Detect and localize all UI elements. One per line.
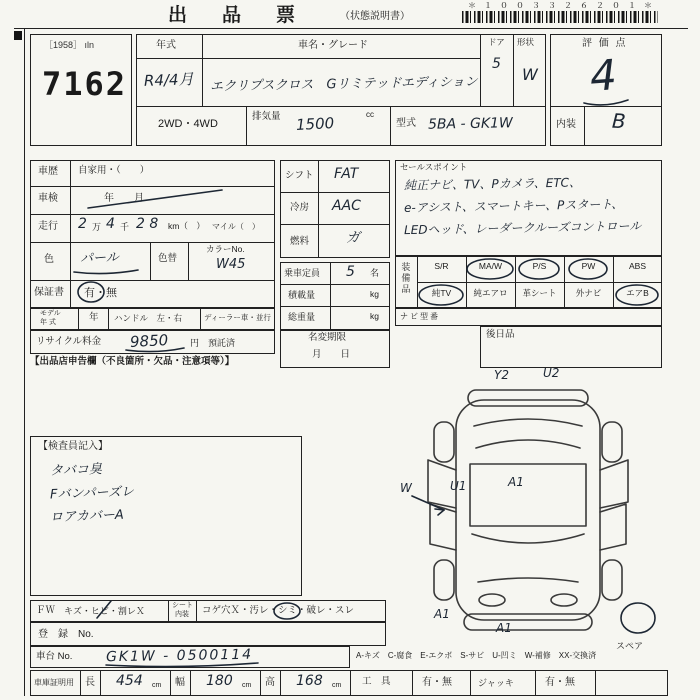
- equipment-item: S/R: [434, 261, 449, 271]
- equipment-item: 外ナビ: [575, 288, 602, 298]
- fw-text: キズ・ヒビ・割レＸ: [64, 606, 145, 616]
- height-label: 高: [265, 677, 275, 688]
- registration-mark: [14, 31, 22, 40]
- garage-label: 車庫証明用: [34, 678, 74, 687]
- divider: [100, 670, 101, 696]
- divider: [260, 670, 261, 696]
- divider: [246, 106, 247, 146]
- rename-value: 月 日: [312, 349, 351, 360]
- sales-point-line: LEDヘッド、レーダークルーズコントロール: [403, 218, 642, 238]
- displacement-label: 排気量: [252, 111, 281, 122]
- divider: [170, 670, 171, 696]
- divider: [196, 600, 197, 622]
- capacity-value: 5: [346, 264, 355, 280]
- divider: [550, 106, 662, 107]
- divider: [535, 670, 536, 696]
- equipment-item: P/S: [532, 261, 547, 271]
- divider: [136, 106, 546, 107]
- fuel-label: 燃料: [290, 236, 310, 247]
- handle-label: ハンドル 左・右: [114, 313, 183, 323]
- divider: [200, 308, 201, 330]
- declaration-label: 【出品店申告欄（不良箇所・欠品・注意項等）】: [30, 356, 235, 367]
- equipment-item: 革シート: [522, 288, 557, 298]
- weight-unit: kg: [370, 311, 379, 321]
- capacity-unit: 名: [370, 268, 380, 278]
- shift-label: シフト: [285, 170, 314, 181]
- damage-mark: U2: [543, 366, 560, 380]
- barcode-text: ＊１００３３２６２０１＊: [468, 1, 660, 10]
- sales-point-line: e-アシスト、スマートキー、Pスタート、: [403, 197, 624, 215]
- door-value: 5: [492, 56, 501, 72]
- score-label: 評 価 点: [582, 38, 628, 49]
- width-value: 180: [206, 673, 233, 689]
- door-label: ドア: [488, 37, 505, 47]
- damage-legend: A-キズ C-腐食 E-エクボ S-サビ U-凹ミ W-補修 XX-交換済: [356, 651, 597, 660]
- length-unit: cm: [152, 682, 162, 689]
- equipment-label: 装備品: [400, 262, 411, 295]
- divider: [78, 308, 79, 330]
- year-label: 年式: [156, 40, 176, 51]
- mileage-rest-value: 2 8: [136, 216, 159, 232]
- seat-text: コゲ穴Ｘ・汚レ・シミ・破レ・スレ: [202, 605, 355, 616]
- color-no-label: カラーNo.: [206, 244, 245, 254]
- inspector-note: タバコ臭: [49, 462, 103, 479]
- equipment-item: 純エアロ: [473, 288, 508, 298]
- divider: [513, 34, 514, 106]
- damage-mark: A1: [434, 607, 450, 621]
- weight-label: 総重量: [288, 312, 316, 322]
- width-unit: cm: [242, 682, 252, 689]
- divider: [24, 28, 25, 696]
- divider: [30, 280, 275, 281]
- equipment-item: ABS: [628, 261, 646, 271]
- equipment-item: MA/W: [478, 261, 503, 271]
- divider: [30, 186, 275, 187]
- divider: [14, 28, 688, 29]
- model-code-value: 5BA - GK1W: [427, 115, 513, 133]
- divider: [280, 284, 390, 285]
- jack-value: 有・無: [545, 677, 575, 688]
- shift-value: FAT: [334, 166, 359, 182]
- left-detail-table: [30, 160, 275, 308]
- model-year-label-bottom: 年 式: [40, 319, 56, 326]
- car-wheels: [434, 422, 622, 600]
- divider: [318, 160, 319, 258]
- equipment-item: PW: [581, 261, 596, 271]
- barcode: [462, 11, 658, 23]
- later-items-label: 後日品: [486, 329, 515, 340]
- damage-mark: Y2: [494, 368, 509, 382]
- divider: [108, 308, 109, 330]
- lot-stamp: ［1958］ ıln: [44, 40, 95, 50]
- mileage-sen-value: 4: [106, 216, 115, 232]
- car-body: [456, 390, 600, 630]
- damage-mark: A1: [496, 621, 512, 635]
- car-diagram: [398, 368, 666, 648]
- car-doors-open: [428, 460, 628, 550]
- fuel-value: ガ: [346, 230, 360, 246]
- warranty-value: 有・無: [84, 287, 117, 299]
- divider: [188, 242, 189, 280]
- inspection-label: 車検: [38, 193, 58, 204]
- history-value: 自家用・（ ）: [78, 165, 150, 176]
- length-value: 454: [116, 673, 143, 689]
- page-subtitle: （状態説明書）: [340, 11, 410, 22]
- divider: [280, 670, 281, 696]
- damage-mark: W: [400, 481, 412, 495]
- height-unit: cm: [332, 682, 342, 689]
- equipment-item: エアB: [626, 288, 649, 298]
- fw-label: ＦＷ: [36, 605, 56, 616]
- color-no-value: W45: [216, 257, 246, 272]
- ac-value: AAC: [332, 198, 361, 214]
- divider: [70, 160, 71, 308]
- capacity-label: 乗車定員: [284, 268, 321, 278]
- mileage-km-unit: km（ ）: [168, 221, 205, 231]
- color-change-label: 色替: [158, 253, 178, 264]
- divider: [330, 262, 331, 330]
- dealer-label: ディーラー車・並行: [204, 313, 271, 322]
- mileage-man-unit: 万: [92, 222, 102, 232]
- displacement-unit: cc: [366, 110, 374, 119]
- chassis-label: 車台 No.: [36, 651, 73, 662]
- recycle-fee-label: リサイクル料金: [36, 336, 102, 347]
- equipment-item: 純TV: [431, 288, 452, 298]
- width-label: 幅: [175, 677, 185, 688]
- nav-model-label: ナビ型番: [400, 312, 440, 321]
- spare-label: スペア: [616, 641, 644, 651]
- seat-label-bottom: 内装: [175, 611, 189, 618]
- divider: [412, 670, 413, 696]
- shape-label: 形状: [517, 37, 535, 47]
- divider: [280, 306, 390, 307]
- rename-label: 名変期限: [308, 332, 347, 343]
- mileage-label: 走行: [38, 221, 58, 232]
- seat-label-top: シート: [172, 602, 193, 609]
- warranty-label: 保証書: [34, 287, 64, 298]
- tools-value: 有・無: [422, 677, 452, 688]
- vehicle-name-label: 車名・グレード: [298, 40, 368, 51]
- damage-mark: U1: [450, 479, 467, 493]
- vehicle-name-value: エクリプスクロス Gリミテッドエディション: [209, 74, 478, 95]
- ac-label: 冷房: [290, 202, 310, 213]
- recycle-fee-unit: 円 預託済: [190, 338, 236, 348]
- inspector-note: ロアカバーA: [49, 507, 124, 526]
- interior-value: B: [611, 108, 627, 134]
- divider: [280, 224, 390, 225]
- divider: [417, 282, 662, 283]
- model-code-label: 型式: [396, 118, 416, 129]
- model-year-label-top: モデル: [40, 310, 61, 317]
- divider: [595, 670, 596, 696]
- divider: [80, 670, 81, 696]
- year-value: R4/4月: [143, 70, 194, 90]
- mileage-sen-unit: 千: [120, 222, 130, 232]
- sales-point-line: 純正ナビ、TV、Pカメラ、ETC、: [403, 175, 582, 193]
- history-label: 車歴: [38, 166, 58, 177]
- divider: [350, 670, 351, 696]
- divider: [168, 600, 169, 622]
- displacement-value: 1500: [295, 114, 335, 134]
- mileage-man-value: 2: [78, 216, 87, 232]
- divider: [150, 242, 151, 280]
- divider: [584, 106, 585, 146]
- recycle-fee-value: 9850: [129, 331, 169, 351]
- color-label: 色: [44, 254, 54, 265]
- drive-type-label: 2WD・4WD: [158, 118, 218, 130]
- height-value: 168: [296, 673, 323, 689]
- color-value: パール: [79, 250, 119, 267]
- mileage-mile-unit: マイル（ ）: [212, 222, 260, 231]
- sales-points-label: セールスポイント: [400, 162, 468, 172]
- inspector-label: 【検査員記入】: [38, 441, 108, 452]
- divider: [470, 670, 471, 696]
- jack-label: ジャッキ: [478, 678, 514, 688]
- divider: [480, 34, 481, 106]
- divider: [136, 58, 480, 59]
- page-title: 出 品 票: [168, 5, 304, 26]
- model-year-unit: 年: [89, 312, 99, 323]
- inspector-note: Fバンパーズレ: [49, 484, 135, 503]
- length-label: 長: [85, 677, 95, 688]
- shape-value: W: [522, 65, 538, 84]
- interior-label: 内装: [556, 119, 576, 130]
- divider: [190, 670, 191, 696]
- lot-number: 7162: [42, 65, 128, 103]
- chassis-value: GK1W - 0500114: [105, 646, 254, 666]
- load-unit: kg: [370, 289, 379, 299]
- divider: [390, 106, 391, 146]
- inspection-value: 年 月: [104, 193, 144, 204]
- divider: [280, 192, 390, 193]
- load-label: 積載量: [288, 290, 316, 300]
- tools-label: 工 具: [362, 676, 391, 687]
- divider: [202, 34, 203, 106]
- damage-mark: A1: [508, 475, 524, 489]
- registration-label: 登 録 No.: [38, 629, 94, 640]
- score-value: 4: [588, 50, 619, 101]
